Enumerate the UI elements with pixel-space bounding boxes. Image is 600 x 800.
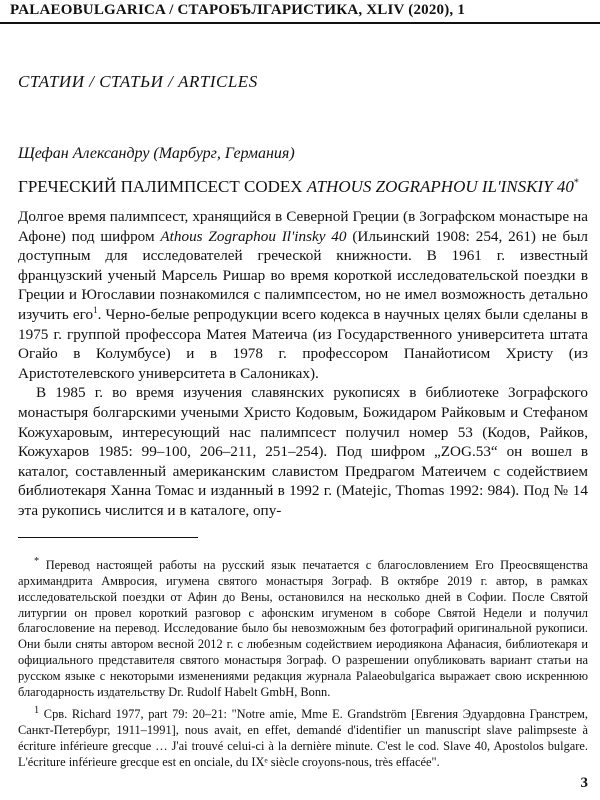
paragraph-text: (Ильинский 1908: 254, 261) не был доступным для исследователей греческой книжности. В 1961 г. известный французский ученый Марсель Ришар во время короткой исследовательской поездки в Греции и Югославии познакомился с палимпсестом, но не имел возможность детально изучить его [18, 227, 588, 323]
footnote-text: Перевод настоящей работы на русский язык печатается с благословлением Его Преосвященства архимандрита Амвросия, игумена святого монастыря Зограф. В октябре 2019 г. автор, в рамках исследовательской поездки от Афин до Вены, остановился на несколько дней в Софии. После Святой литургии он провел короткий разговор с афонским игуменом в соборе Святой Недели и получил благословение на перевод. Исследование было бы невозможным без фотографий оригинальной рукописи. Они были сняты автором весной 2012 г. с любезным содействием иеродиякона Афанасия, библиотекаря и официального представителя святого монастыря Зограф. О разрешении опубликовать вариант статьи на русском языке с некоторыми изменениями редакция журнала Palaeobulgarica выражает свою искреннюю благодарность издательству Dr. Rudolf Habelt GmbH, Bonn. [18, 558, 588, 699]
article-body [18, 207, 588, 521]
footnote-text: Срв. Richard 1977, part 79: 20–21: "Notre amie, Mme E. Grandström [Евгения Эдуардовна Гранстрем, Санкт-Петербург, 1911–1991], nous avait, en effet, demandé d'identifier un manuscript slave palimpseste à écriture inférieure grecque … J'ai trouvé celui-ci à la dernière minute. C'est le cod. Slave 40, Apostolos bulgare. L'écriture inférieure grecque est en onciale, du IXᵉ siècle croyons-nous, très effacée". [18, 707, 588, 769]
section-heading: СТАТИИ / СТАТЬИ / ARTICLES [18, 72, 258, 91]
running-head: PALAEOBULGARICA / СТАРОБЪЛГАРИСТИКА, XLIV (2020), 1 [10, 2, 466, 18]
title-lead: ГРЕЧЕСКИЙ ПАЛИМПСЕСТ CODEX [18, 177, 307, 196]
title-footnote-mark: * [573, 177, 579, 189]
footnotes [18, 554, 588, 774]
footnote [18, 554, 588, 700]
paragraph-text: Долгое время палимпсест, хранящийся в Северной Греции (в Зографском монастыре на Афоне) под шифром [18, 208, 588, 245]
paragraph-text: . Черно-белые репродукции всего кодекса в научных целях были сделаны в 1975 г. группой профессора Матея Матеича (из Государственного университета штата Огайо в Колумбусе) и в 1978 г. профессором Панайотисом Христу (из Аристотелевского университета в Салониках). [18, 305, 588, 382]
footnote-mark: 1 [34, 705, 40, 717]
page-number: 3 [580, 775, 588, 791]
body-paragraph: В 1985 г. во время изучения славянских рукописях в библиотеке Зографского монастыря болгарскими учеными Христо Кодовым, Божидаром Райковым и Стефаном Кожухаровым, интересующий нас палимпсест получил номер 53 (Кодов, Райков, Кожухаров 1985: 99–100, 206–211, 251–254). Под шифром „ZOG.53“ он вошел в каталог, составленный американским славистом Предрагом Матеичем с содействием библиотекаря Ханна Томас и изданный в 1992 г. (Matejic, Thomas 1992: 984). Под № 14 эта рукопись числится и в каталоге, опу- [18, 384, 588, 519]
body-paragraph [18, 207, 588, 383]
footnote-mark: * [34, 556, 40, 567]
footnote [18, 703, 588, 770]
footnote-reference[interactable]: 1 [93, 304, 98, 315]
article-title [18, 177, 588, 197]
footnote-rule [18, 537, 198, 538]
title-italic: ATHOUS ZOGRAPHOU IL'INSKIY 40 [306, 177, 574, 196]
author-line: Щефан Александру (Марбург, Германия) [18, 145, 295, 162]
manuscript-shelfmark: Athous Zographou Il'insky 40 [160, 227, 347, 245]
header-rule [0, 22, 600, 24]
